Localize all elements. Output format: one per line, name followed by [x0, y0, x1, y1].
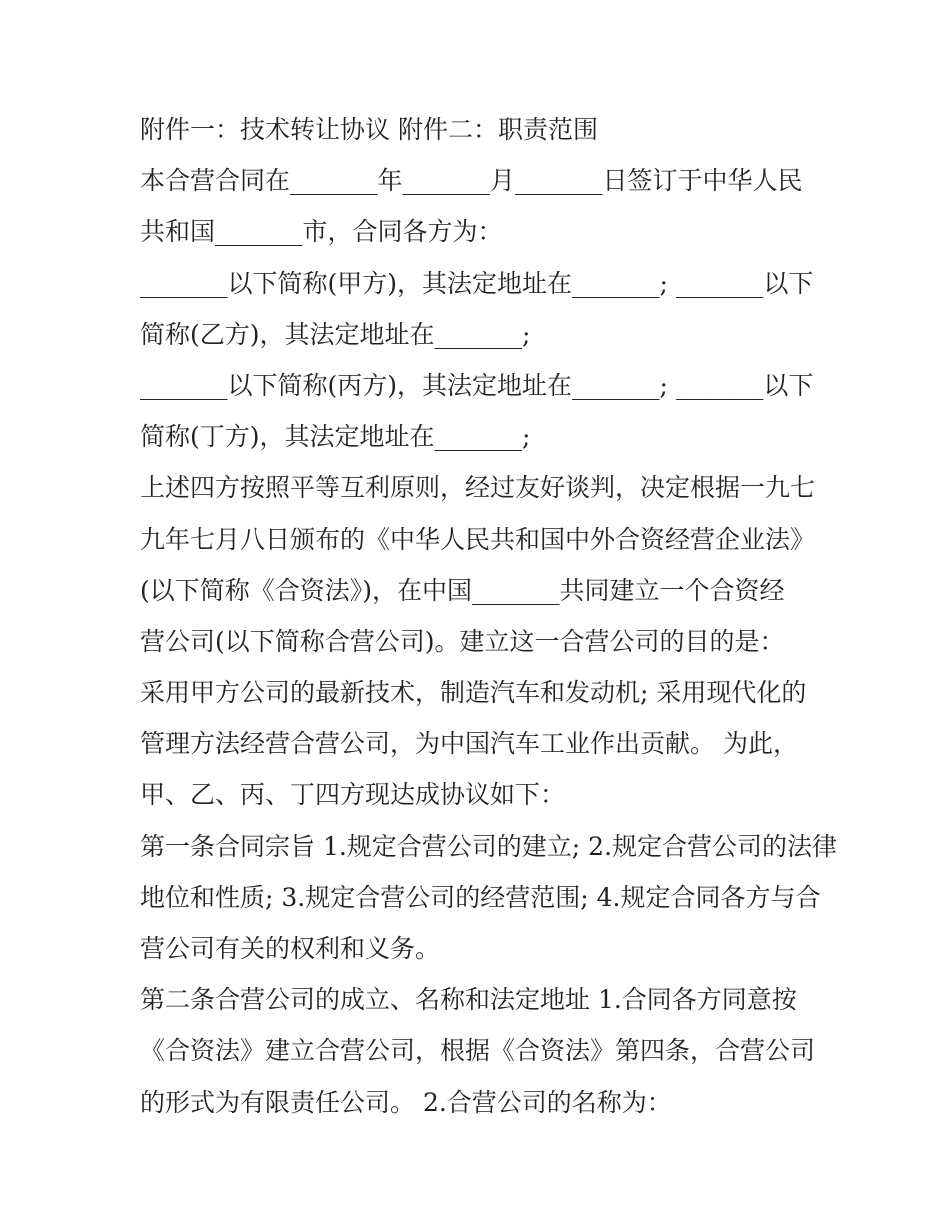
line-article-1-c: 营公司有关的权利和义务。 — [140, 934, 441, 963]
line-preamble-5: 采用甲方公司的最新技术，制造汽车和发动机; 采用现代化的 — [140, 678, 807, 708]
line-article-2-b: 《合资法》建立合营公司，根据《合资法》第四条，合营公司 — [140, 1036, 816, 1066]
line-preamble-4: 营公司(以下简称合营公司)。建立这一合营公司的目的是： — [140, 626, 785, 656]
line-attachments: 附件一：技术转让协议 附件二：职责范围 — [140, 115, 598, 144]
line-preamble-1: 上述四方按照平等互利原则，经过友好谈判，决定根据一九七 — [140, 473, 816, 503]
line-article-1-a: 第一条合同宗旨 1.规定合营公司的建立; 2.规定合营公司的法律 — [140, 831, 838, 861]
line-article-2-c: 的形式为有限责任公司。 2.合营公司的名称为： — [140, 1087, 672, 1117]
line-party-d: 简称(丁方)，其法定地址在_______; — [140, 422, 531, 452]
line-preamble-3: (以下简称《合资法》)，在中国_______共同建立一个合资经 — [140, 575, 785, 605]
line-article-1-b: 地位和性质; 3.规定合营公司的经营范围; 4.规定合同各方与合 — [140, 882, 821, 912]
line-preamble-7: 甲、乙、丙、丁四方现达成协议如下： — [140, 780, 566, 810]
line-preamble-2: 九年七月八日颁布的《中华人民共和国中外合资经营企业法》 — [140, 524, 816, 554]
line-party-a: _______以下简称(甲方)，其法定地址在_______; _______以下 — [140, 268, 814, 298]
line-article-2-a: 第二条合营公司的成立、名称和法定地址 1.合同各方同意按 — [140, 985, 797, 1015]
line-party-b: 简称(乙方)，其法定地址在_______; — [140, 319, 531, 349]
line-preamble-6: 管理方法经营合营公司，为中国汽车工业作出贡献。 为此， — [140, 729, 798, 759]
contract-text — [140, 104, 838, 1128]
line-signing-city: 共和国_______市，合同各方为： — [140, 217, 503, 247]
line-party-c: _______以下简称(丙方)，其法定地址在_______; _______以下 — [140, 370, 814, 400]
line-signing-date: 本合营合同在_______年_______月_______日签订于中华人民 — [140, 166, 803, 196]
